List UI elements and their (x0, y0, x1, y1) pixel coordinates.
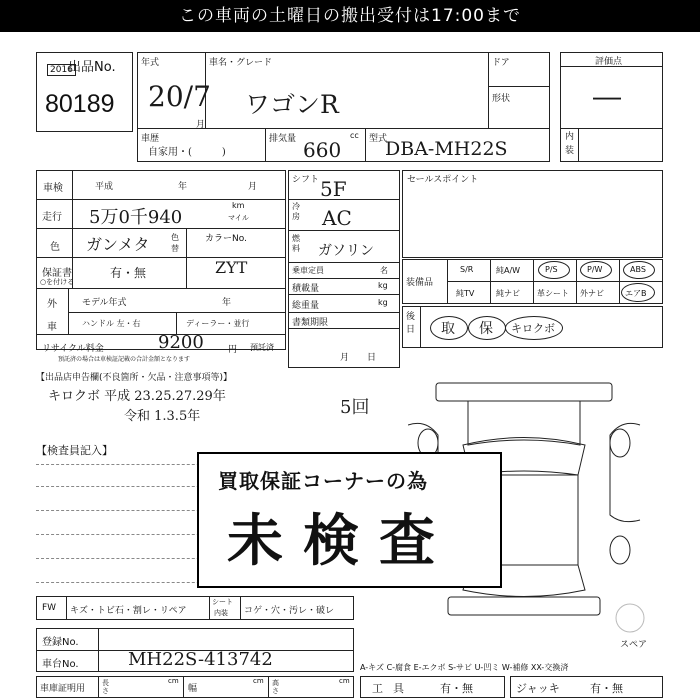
docs-label: 書類期限 (292, 318, 329, 328)
dim-width: 幅 (188, 684, 198, 694)
recycle-label: リサイクル料金 (42, 344, 104, 354)
front-bumper-outline (436, 383, 612, 401)
lot-year-tag: 2016 (47, 64, 76, 76)
dim-height-unit: cm (339, 677, 350, 685)
equipment-abs: ABS (630, 265, 646, 274)
ac-label: 冷房 (292, 202, 300, 221)
spare-label: スペア (620, 640, 648, 650)
handle-option: ハンドル 左・右 (82, 319, 141, 328)
saturday-notice-banner: この車両の土曜日の搬出受付は17:00まで (0, 0, 700, 32)
recycle-unit: 円 (228, 345, 238, 355)
hood-outline (468, 401, 580, 445)
mileage-value: 5万0千940 (89, 207, 183, 228)
airbag-circle (621, 283, 655, 302)
equipment-ext-navi: 外ナビ (580, 289, 604, 298)
shift-label: シフト (292, 175, 320, 185)
jack-value: 有・無 (590, 682, 623, 695)
registration-label: 登録No. (42, 637, 79, 648)
displacement-unit: cc (350, 131, 359, 140)
year-label: 年式 (141, 58, 160, 68)
model-year-side: 外 (47, 299, 57, 310)
warranty-sub: ○を付ける (40, 278, 75, 286)
chassis-value: MH22S-413742 (128, 649, 273, 670)
load-label: 積載量 (292, 284, 320, 294)
equipment-aw: 純A/W (496, 266, 521, 275)
fuel-label: 燃料 (292, 234, 300, 253)
weight-unit: kg (378, 298, 388, 307)
stamp-title: 買取保証コーナーの為 (218, 469, 428, 493)
warranty-label: 保証書 (42, 268, 72, 279)
shaken-label: 車検 (43, 183, 63, 194)
color-label: 色 (50, 242, 60, 253)
seat-label-bottom: 内装 (214, 609, 228, 617)
score-value: ― (593, 80, 621, 113)
equipment-leather: 革シート (537, 289, 569, 298)
abs-circle (623, 261, 655, 279)
shaken-year: 年 (178, 182, 188, 192)
later-item-1: 取 (441, 321, 455, 337)
equipment-label: 装備品 (406, 278, 434, 288)
ps-circle (538, 261, 570, 279)
equipment-airbag: エアB (625, 289, 647, 298)
tools-label: 工具 (372, 682, 414, 695)
mileage-label: 走行 (42, 212, 62, 223)
fw-options: キズ・トビ石・割レ・リペア (70, 606, 187, 616)
dim-length: 長さ (102, 679, 109, 695)
model-year-unit: 年 (222, 298, 232, 308)
car-name-value: ワゴンR (245, 90, 339, 119)
load-unit: kg (378, 281, 388, 290)
seller-notes-line1: キロクボ 平成 23.25.27.29年 (48, 389, 226, 404)
capacity-label: 乗車定員 (292, 266, 324, 275)
equipment-tv: 純TV (456, 289, 475, 298)
seller-notes-line2: 令和 1.3.5年 (124, 409, 201, 424)
fw-label: FW (42, 603, 57, 613)
recycle-note: 預託済の場合は車検証記載の合計金額となります (58, 356, 191, 363)
year-value: 20/7 (148, 80, 211, 113)
mileage-km: km (232, 201, 245, 210)
dim-height: 高さ (272, 679, 279, 695)
year-month-suffix: 月 (196, 120, 206, 130)
dealer-option: ディーラー・並行 (186, 319, 250, 328)
jack-label: ジャッキ (516, 682, 560, 695)
displacement-label: 排気量 (269, 134, 297, 144)
garage-cert-label: 車庫証明用 (40, 684, 86, 694)
inspector-label: 【検査員記入】 (36, 444, 113, 457)
fuel-value: ガソリン (318, 243, 374, 259)
color-value: ガンメタ (86, 235, 150, 254)
later-item-3: キロクボ (511, 322, 555, 335)
right-front-wheel (610, 429, 630, 457)
later-item-2: 保 (479, 321, 493, 337)
model-label: 型式 (369, 134, 388, 144)
sales-point-label: セールスポイント (407, 175, 479, 185)
lot-number: 80189 (45, 90, 115, 118)
tools-value: 有・無 (440, 682, 473, 695)
seller-notes-label: 【出品店申告欄(不良箇所・欠品・注意事項等)】 (36, 373, 233, 383)
recycle-value: 9200 (158, 332, 204, 353)
shape-label: 形状 (492, 94, 511, 104)
door-label: ドア (492, 58, 510, 68)
capacity-unit: 名 (380, 266, 388, 275)
shaken-era: 平成 (95, 182, 114, 192)
model-value: DBA-MH22S (385, 138, 508, 160)
equipment-pw: P/W (587, 265, 603, 274)
interior-label: 内装 (565, 132, 575, 156)
history-value: 自家用・( ) (148, 147, 226, 158)
pw-circle (580, 261, 612, 279)
rear-bumper-outline (448, 597, 600, 615)
chassis-label: 車台No. (42, 659, 79, 670)
car-row-side: 車 (47, 322, 57, 333)
right-rear-wheel (610, 536, 630, 564)
stamp-main: 未検査 (227, 509, 455, 574)
seat-label-top: シート (212, 598, 233, 606)
equipment-sr: S/R (460, 265, 474, 274)
equipment-navi: 純ナビ (496, 289, 520, 298)
history-label: 車歴 (141, 134, 160, 144)
color-no-label: カラーNo. (205, 234, 247, 244)
mileage-mile: マイル (228, 214, 249, 222)
recycle-status: 預託済 (250, 343, 274, 352)
right-side-outline (610, 423, 640, 521)
color-change: 色替 (171, 233, 179, 253)
displacement-value: 660 (303, 138, 342, 162)
shift-value: 5F (320, 177, 347, 201)
spare-tire (616, 604, 644, 632)
docs-unit: 月日 (340, 353, 395, 363)
ac-value: AC (322, 206, 352, 230)
dim-length-unit: cm (168, 677, 179, 685)
damage-legend: A-キズ C-腐食 E-エクボ S-サビ U-凹ミ W-補修 XX-交換済 (360, 663, 569, 672)
score-label: 評価点 (595, 57, 623, 67)
seller-notes-extra: 5回 (340, 397, 370, 418)
color-no-value: ZYT (215, 258, 248, 277)
shaken-month: 月 (248, 182, 258, 192)
weight-label: 総重量 (292, 301, 320, 311)
lot-label: 出品No. (68, 60, 116, 75)
model-year-label: モデル年式 (82, 298, 127, 308)
seat-options: コゲ・穴・汚レ・破レ (244, 606, 335, 616)
name-label: 車名・グレード (209, 58, 273, 68)
equipment-ps: P/S (545, 265, 558, 274)
dim-width-unit: cm (253, 677, 264, 685)
later-label: 後日 (406, 312, 416, 335)
warranty-value: 有・無 (110, 266, 147, 280)
